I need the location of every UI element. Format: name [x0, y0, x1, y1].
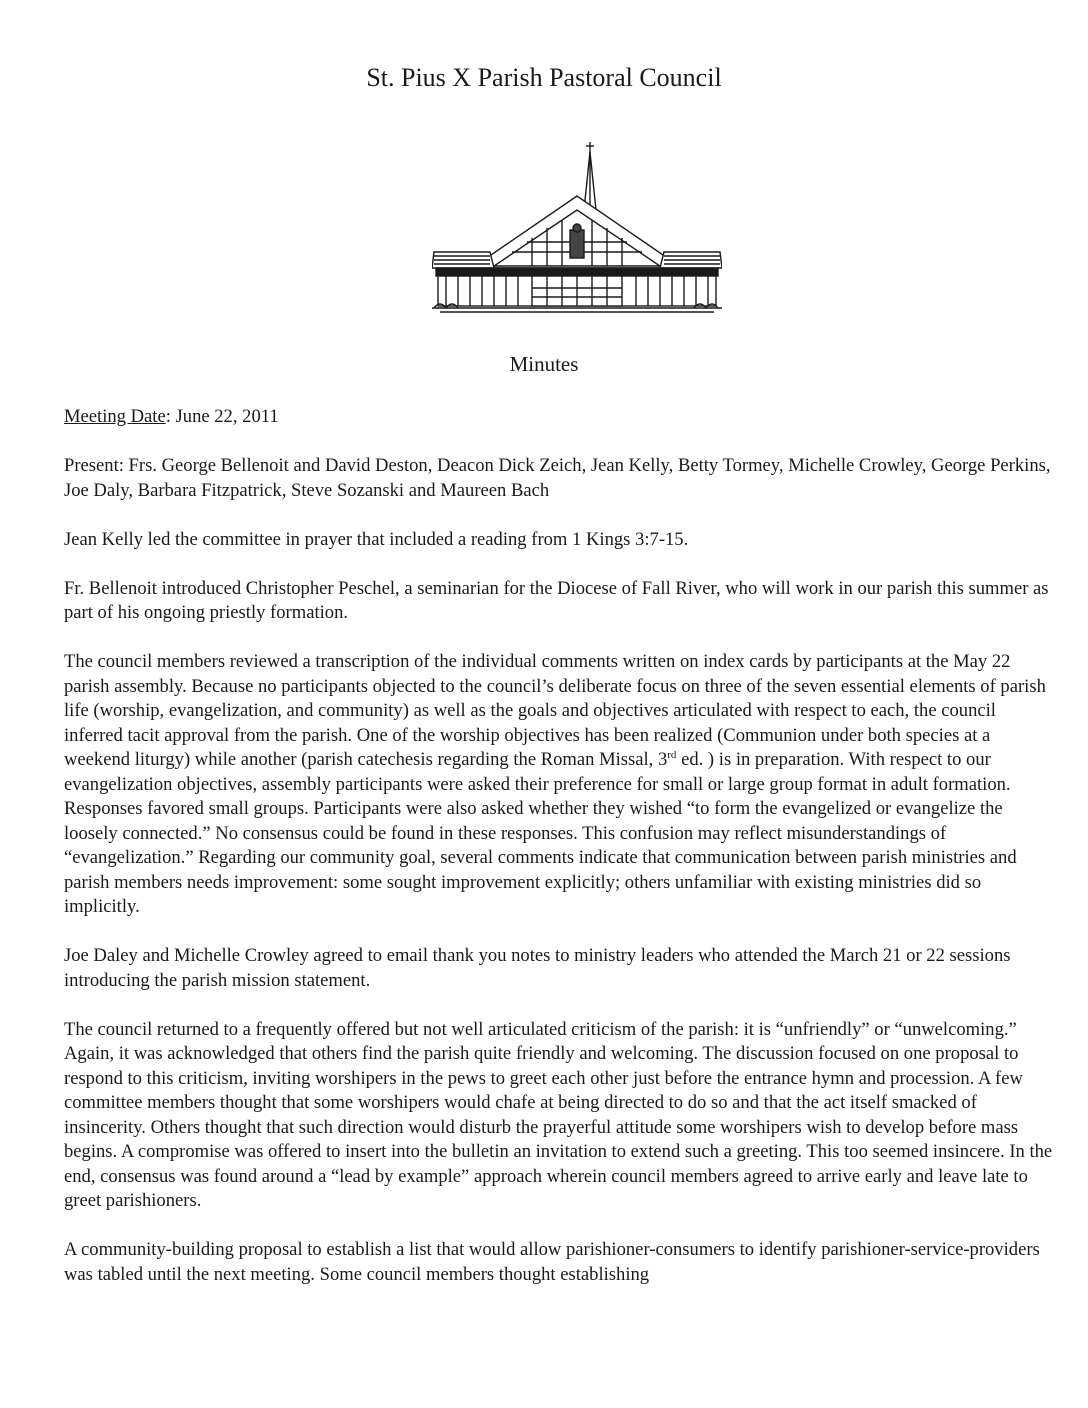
- page-title: St. Pius X Parish Pastoral Council: [366, 63, 722, 92]
- meeting-date-value: : June 22, 2011: [165, 406, 279, 427]
- introduction-paragraph: Fr. Bellenoit introduced Christopher Peschel, a seminarian for the Diocese of Fall River, who will work in our parish this summer as part of his ongoing priestly formation.: [64, 577, 1049, 623]
- section-heading-minutes: Minutes: [509, 352, 579, 376]
- assembly-review-paragraph: [64, 650, 1054, 920]
- thank-you-paragraph: Joe Daley and Michelle Crowley agreed to email thank you notes to ministry leaders who attended the March 21 or 22 sessions introducing the parish mission statement.: [64, 945, 1011, 991]
- assembly-review-text-2: ed. ) is in preparation. With respect to our evangelization objectives, assembly participants were asked their preference for small or large group format in adult formation. Responses favored small groups. Participants were also asked whether they wished “to form the evangelized or evangelize the loosely connected.” No consensus could be found in these responses. This confusion may reflect misunderstandings of “evangelization.” Regarding our community goal, several comments indicate that communication between parish ministries and parish members needs improvement: some sought improvement explicitly; others unfamiliar with existing ministries did so implicitly.: [64, 749, 1017, 917]
- community-paragraph: A community-building proposal to establish a list that would allow parishioner-consumers to identify parishioner-service-providers was tabled until the next meeting. Some council members thought establishing: [64, 1239, 1040, 1285]
- church-illustration: [432, 140, 722, 316]
- ordinal-superscript: rd: [667, 748, 677, 761]
- assembly-review-text-1: The council members reviewed a transcription of the individual comments written on index cards by participants at the May 22 parish assembly. Because no participants objected to the council’s deliberate focus on three of the seven essential elements of parish life (worship, evangelization, and community) as well as the goals and objectives articulated with respect to each, the council inferred tacit approval from the parish. One of the worship objectives has been realized (Communion under both species at a weekend liturgy) while another (parish catechesis regarding the Roman Missal, 3: [64, 651, 1046, 770]
- minutes-body: [64, 405, 1054, 1312]
- prayer-paragraph: Jean Kelly led the committee in prayer that included a reading from 1 Kings 3:7-15.: [64, 528, 689, 550]
- welcoming-paragraph: The council returned to a frequently offered but not well articulated criticism of the parish: it is “unfriendly” or “unwelcoming.” Again, it was acknowledged that others find the parish quite friendly and welcoming. The discussion focused on one proposal to respond to this criticism, inviting worshipers in the pews to greet each other just before the entrance hymn and procession. A few committee members thought that some worshipers would chafe at being directed to do so and that the act itself smacked of insincerity. Others thought that such direction would disturb the prayerful attitude some worshipers wish to develop before mass begins. A compromise was offered to insert into the bulletin an invitation to extend such a greeting. This too seemed insincere. In the end, consensus was found around a “lead by example” approach wherein council members agreed to arrive early and leave late to greet parishioners.: [64, 1018, 1053, 1211]
- meeting-date-label: Meeting Date: [64, 406, 166, 427]
- attendees-paragraph: Present: Frs. George Bellenoit and David Deston, Deacon Dick Zeich, Jean Kelly, Betty Tormey, Michelle Crowley, George Perkins, Joe Daly, Barbara Fitzpatrick, Steve Sozanski and Maureen Bach: [64, 455, 1051, 501]
- meeting-date-line: [64, 405, 1054, 430]
